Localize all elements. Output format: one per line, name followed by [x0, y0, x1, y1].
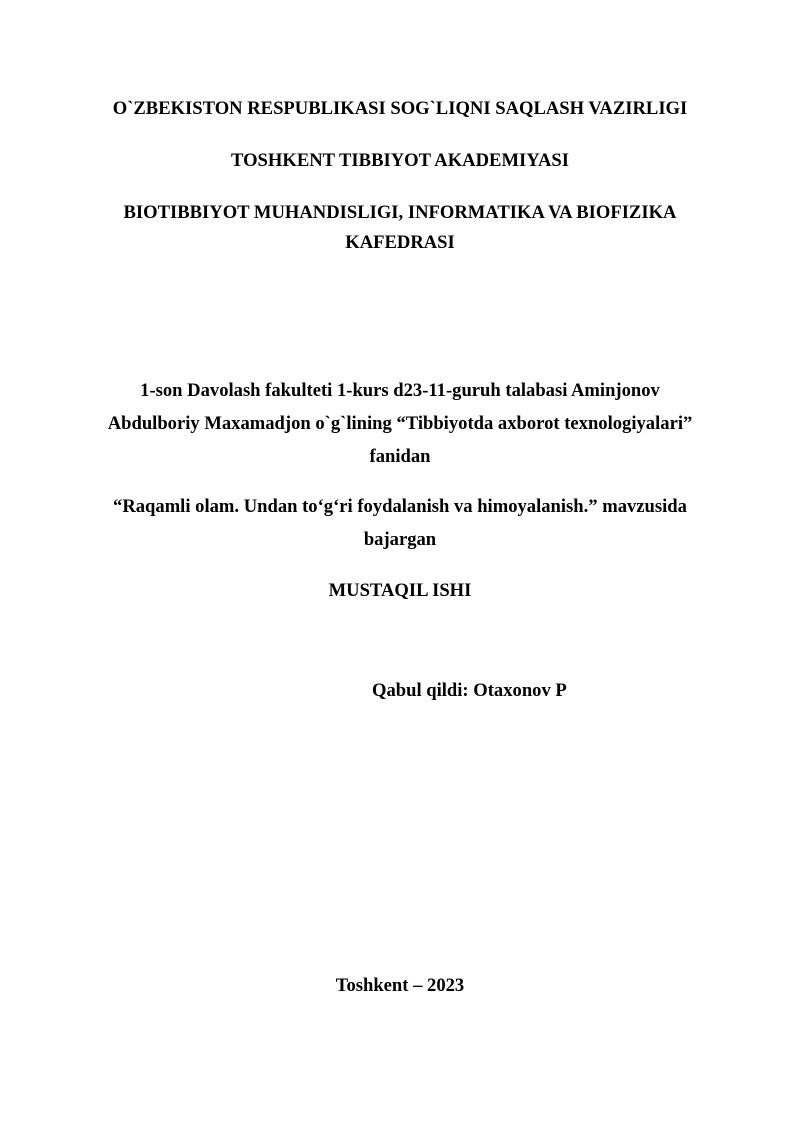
- department-title-line2: KAFEDRASI: [345, 232, 455, 253]
- student-info-line2: Abdulboriy Maxamadjon o`g`lining “Tibbiyotda axborot texnologiyalari”: [107, 413, 693, 434]
- topic-line1: “Raqamli olam. Undan to‘g‘ri foydalanish va himoyalanish.” mavzusida: [113, 496, 687, 517]
- topic-line2: bajargan: [363, 529, 437, 550]
- ministry-title: O`ZBEKISTON RESPUBLIKASI SOG`LIQNI SAQLASH VAZIRLIGI: [112, 98, 688, 119]
- footer-city-year: Toshkent – 2023: [335, 975, 465, 996]
- student-info-line3: fanidan: [369, 446, 431, 467]
- work-type-title: MUSTAQIL ISHI: [328, 580, 472, 601]
- accepted-by: Qabul qildi: Otaxonov P: [372, 680, 567, 701]
- department-title-line1: BIOTIBBIYOT MUHANDISLIGI, INFORMATIKA VA BIOFIZIKA: [123, 202, 677, 223]
- academy-title: TOSHKENT TIBBIYOT AKADEMIYASI: [231, 150, 569, 171]
- student-info-line1: 1-son Davolash fakulteti 1-kurs d23-11-guruh talabasi Aminjonov: [140, 380, 660, 401]
